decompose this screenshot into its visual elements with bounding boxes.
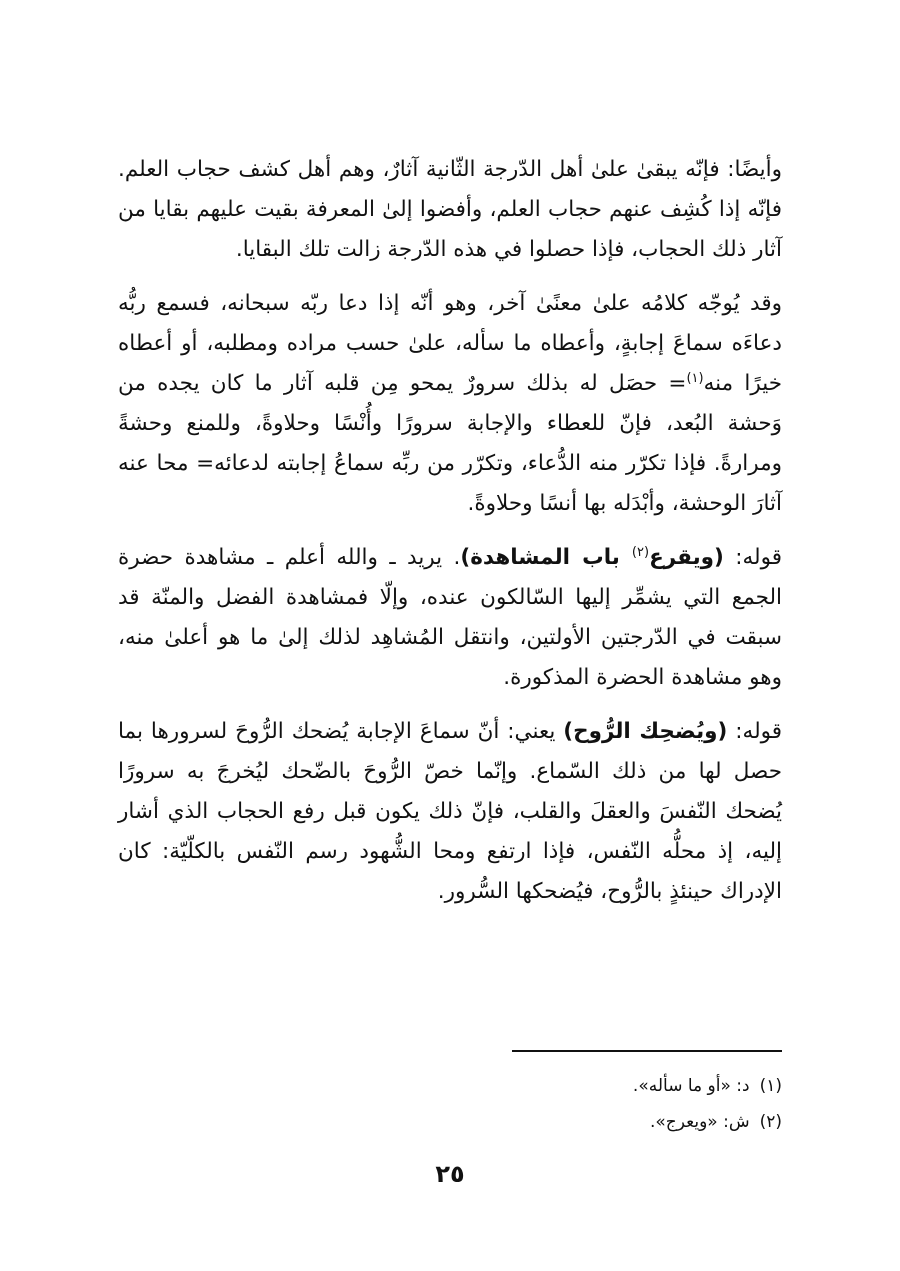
paragraph-2-text-a: وقد يُوجّه كلامُه علىٰ معنًىٰ آخر، وهو أنّه إذا دعا ربّه سبحانه، فسمع ربُّه دعاءَه سماعَ إجابةٍ، وأعطاه ما سأله، علىٰ حسب مراده ومطلبه، أو أعطاه خيرًا منه — [118, 291, 782, 396]
paragraph-4 — [118, 712, 782, 912]
footnote-1-text: د: «أو ما سأله». — [632, 1076, 750, 1096]
footnote-2 — [118, 1104, 782, 1140]
footnotes — [118, 1068, 782, 1140]
paragraph-3-rest: . يريد ـ والله أعلم ـ مشاهدة حضرة الجمع التي يشمِّر إليها السّالكون عنده، وإلّا فمشاهدة الفضل والمنّة قد سبقت في الدّرجتين الأولتين، وانتقل المُشاهِد لذلك إلىٰ ما هو أعلىٰ منه، وهو مشاهدة الحضرة المذكورة. — [118, 545, 782, 690]
page-body — [118, 150, 782, 926]
paragraph-4-prefix: قوله: — [727, 719, 783, 744]
paragraph-3-quote-a: (ويقرع — [649, 545, 724, 570]
footnote-ref-2[interactable]: (٢) — [631, 544, 650, 560]
paragraph-3 — [118, 538, 782, 698]
footnote-1 — [118, 1068, 782, 1104]
paragraph-4-rest: يعني: أنّ سماعَ الإجابة يُضحك الرُّوحَ لسرورها بما حصل لها من ذلك السّماع. وإنّما خصّ الرُّوحَ بالضّحك ليُخرجَ به سرورًا يُضحك النّفسَ والعقلَ والقلب، فإنّ ذلك يكون قبل رفع الحجاب الذي أشار إليه، إذ محلُّه النّفس، فإذا ارتفع ومحا الشُّهود رسم النّفس بالكلّيّة: كان الإدراك حينئذٍ بالرُّوح، فيُضحكها السُّرور. — [118, 719, 782, 904]
page-number: ٢٥ — [435, 1160, 465, 1188]
paragraph-2 — [118, 284, 782, 524]
footnote-divider — [512, 1050, 782, 1052]
footnote-1-number: (١) — [759, 1076, 782, 1096]
paragraph-3-quote-b: باب المشاهدة) — [460, 545, 632, 570]
footnote-2-number: (٢) — [759, 1112, 782, 1132]
paragraph-4-quote: (ويُضحِك الرُّوح) — [563, 719, 728, 744]
paragraph-2-text-b: = حصَل له بذلك سرورٌ يمحو مِن قلبه آثار ما كان يجده من وَحشة البُعد، فإنّ للعطاء والإجابة سرورًا وأُنْسًا وحلاوةً، وللمنع وحشةً ومرارةً. فإذا تكرّر منه الدُّعاء، وتكرّر من ربِّه سماعُ إجابته لدعائه= محا عنه آثارَ الوحشة، وأبْدَله بها أنسًا وحلاوةً. — [118, 371, 782, 516]
paragraph-1 — [118, 150, 782, 270]
footnote-2-text: ش: «ويعرج». — [649, 1112, 750, 1132]
paragraph-3-prefix: قوله: — [723, 545, 782, 570]
paragraph-1-text: وأيضًا: فإنّه يبقىٰ علىٰ أهل الدّرجة الثّانية آثارٌ، وهم أهل كشف حجاب العلم. فإنّه إذا كُشِف عنهم حجاب العلم، وأفضوا إلىٰ المعرفة بقيت عليهم بقايا من آثار ذلك الحجاب، فإذا حصلوا في هذه الدّرجة زالت تلك البقايا. — [118, 157, 782, 262]
footnote-ref-1[interactable]: (١) — [686, 370, 704, 386]
